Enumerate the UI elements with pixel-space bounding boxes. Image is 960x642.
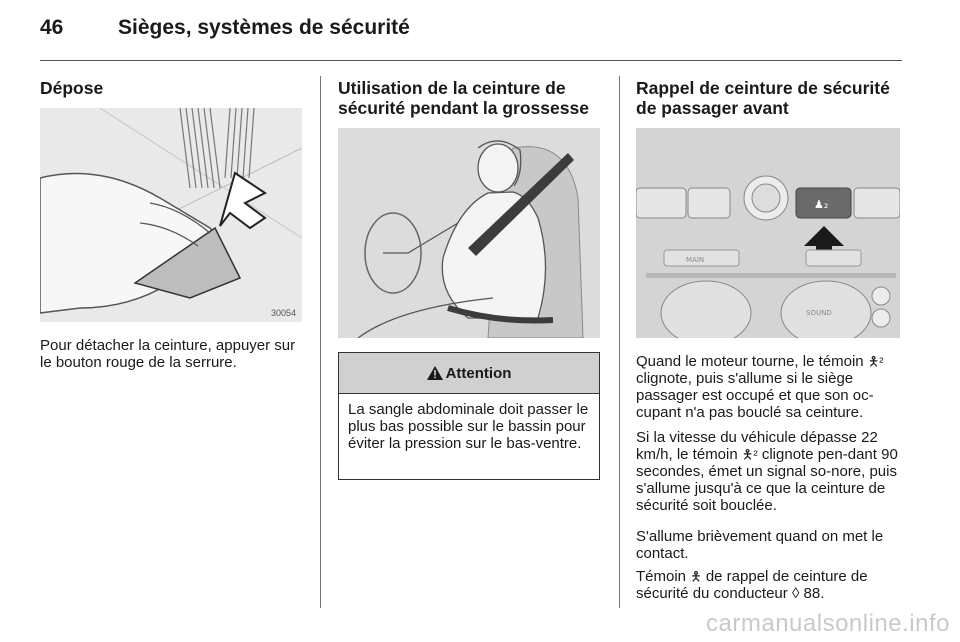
attention-header (339, 353, 599, 394)
pregnant-driver-illustration (338, 128, 600, 338)
passenger-belt-icon: 🯅² (741, 447, 758, 462)
reminder-paragraph-2: Si la vitesse du véhicule dépasse 22 km/h, le témoin 🯅² clignote pen-dant 90 secondes, émet un signal so-nore, puis s'allume jusqu'à ce que la ceinture de sécurité soit bouclée. (636, 429, 898, 514)
dashboard-panel-illustration (636, 128, 900, 338)
warning-triangle-icon (427, 366, 443, 380)
section-heading-pregnancy: Utilisation de la ceinture de sécurité pendant la grossesse (338, 78, 589, 118)
reminder-paragraph-1: Quand le moteur tourne, le témoin 🯅² clignote, puis s'allume si le siège passager est occupé et que son oc-cupant n'a pas bouclé sa ceinture. (636, 353, 884, 421)
seatbelt-release-illustration (40, 108, 302, 322)
attention-title: Attention (445, 364, 512, 382)
driver-belt-icon: 🯅 (690, 569, 702, 584)
page-title: Sièges, systèmes de sécurité (118, 16, 410, 39)
page-reference-link[interactable]: 88. (803, 585, 825, 602)
column-divider (619, 76, 620, 608)
svg-text:♟₂: ♟₂ (814, 198, 829, 211)
column-divider (320, 76, 321, 608)
page-number: 46 (40, 16, 64, 39)
passenger-belt-icon: 🯅² (867, 354, 884, 369)
page-reference-icon: ◊ (791, 585, 800, 602)
reminder-paragraph-4: Témoin 🯅 de rappel de ceinture de sécurité du conducteur ◊ 88. (636, 568, 868, 602)
depose-text: Pour détacher la ceinture, appuyer sur le bouton rouge de la serrure. (40, 337, 296, 371)
attention-text: La sangle abdominale doit passer le plus bas possible sur le bassin pour éviter la pression sur le bas-ventre. (348, 401, 589, 452)
figure-number: 30054 (270, 308, 296, 318)
attention-box (338, 352, 600, 480)
section-heading-reminder: Rappel de ceinture de sécurité de passager avant (636, 78, 890, 118)
reminder-paragraph-3: S'allume brièvement quand on met le contact. (636, 528, 884, 562)
header-rule (40, 60, 902, 61)
section-heading-depose: Dépose (40, 78, 104, 98)
main-button-label: MAIN (686, 256, 705, 264)
watermark: carmanualsonline.info (706, 610, 950, 637)
sound-button-label: SOUND (806, 309, 832, 317)
